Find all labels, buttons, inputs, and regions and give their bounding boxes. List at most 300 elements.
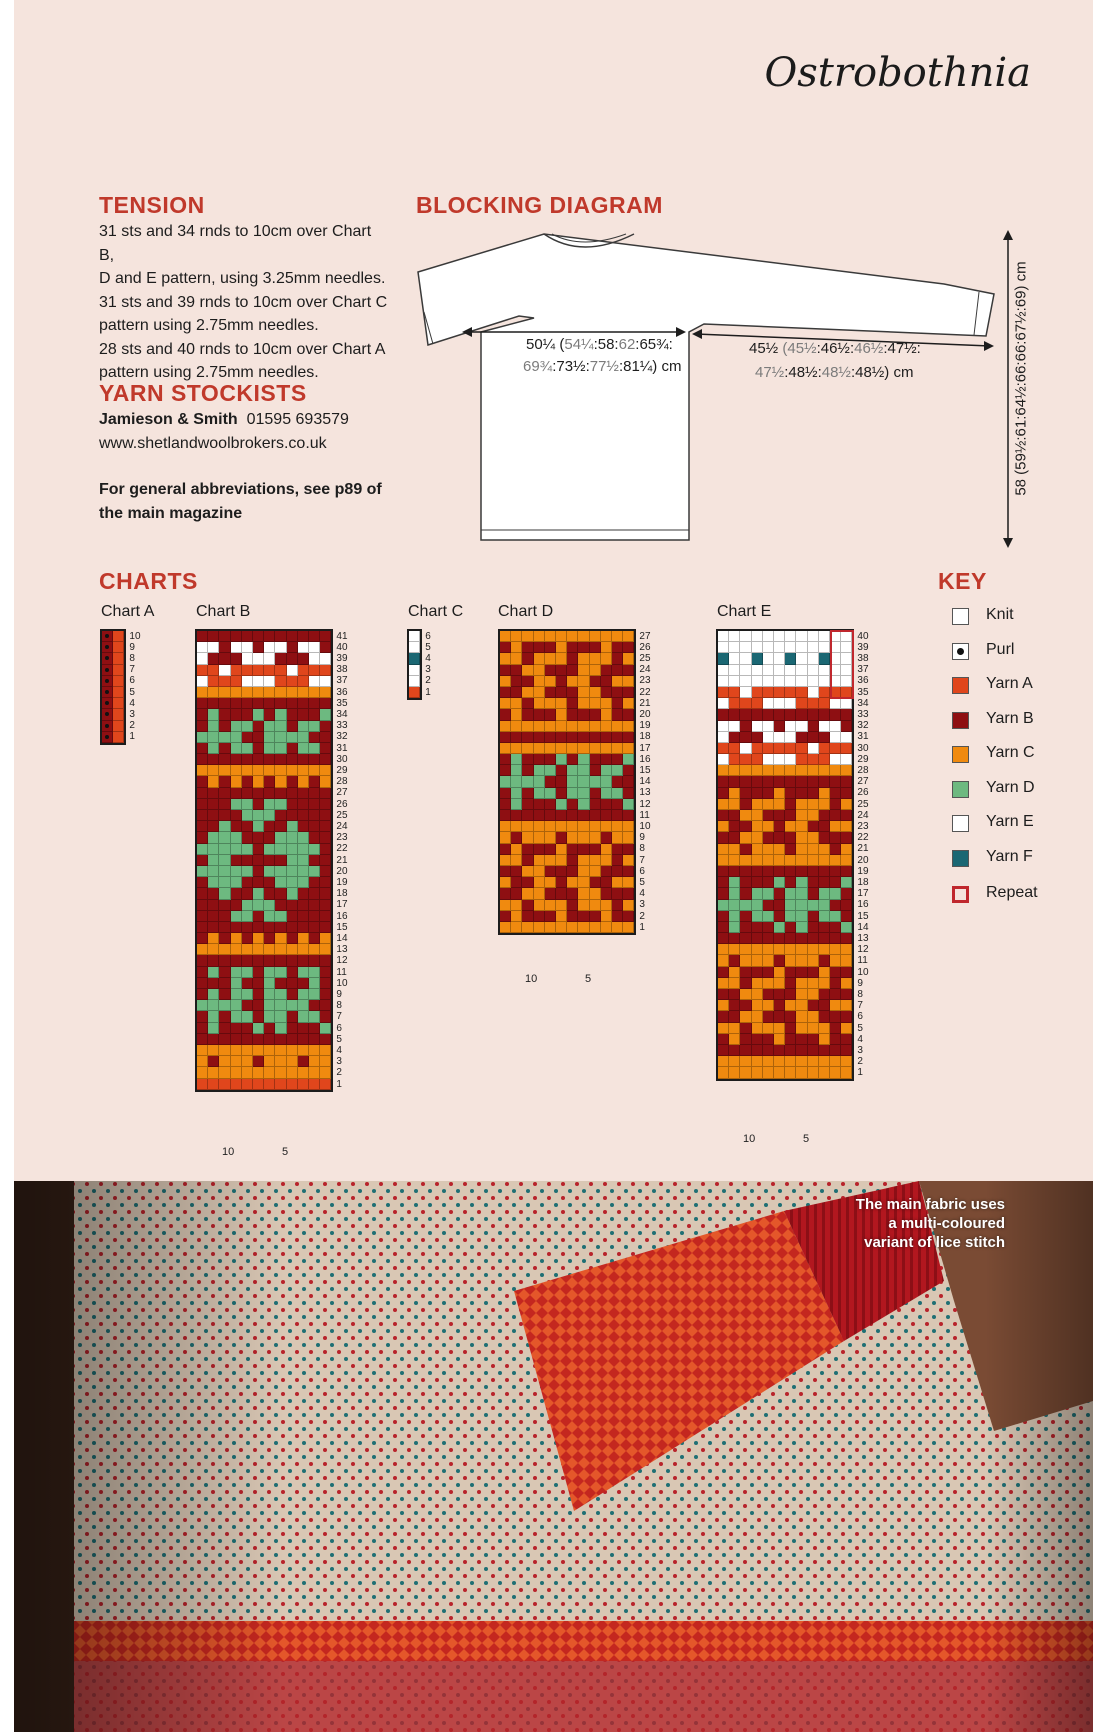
chart-cell	[320, 967, 331, 978]
chart-cell	[511, 743, 522, 754]
chart-cell	[208, 754, 219, 765]
chart-cell	[320, 989, 331, 1000]
chart-cell	[752, 888, 763, 899]
chart-cell	[601, 832, 612, 843]
row-number: 20	[857, 854, 869, 866]
chart-cell	[819, 1011, 830, 1022]
chart-cell	[409, 665, 420, 676]
chart-cell	[740, 877, 751, 888]
chart-cell	[511, 709, 522, 720]
chart-cell	[219, 967, 230, 978]
chart-cell	[567, 642, 578, 653]
chart-cell	[264, 1045, 275, 1056]
chart-cell	[752, 665, 763, 676]
chart-cell	[511, 799, 522, 810]
row-number: 9	[129, 641, 135, 653]
key-swatch	[952, 781, 969, 798]
chart-cell	[253, 631, 264, 642]
chart-cell	[830, 799, 841, 810]
row-number: 36	[857, 675, 869, 687]
chart-cell	[242, 810, 253, 821]
chart-cell	[590, 900, 601, 911]
chart-cell	[578, 866, 589, 877]
chart-cell	[578, 900, 589, 911]
chart-cell	[774, 922, 785, 933]
chart-cell	[763, 855, 774, 866]
chart-cell	[253, 900, 264, 911]
chart-cell	[231, 1000, 242, 1011]
chart-cell	[718, 799, 729, 810]
chart-cell	[534, 732, 545, 743]
chart-cell	[231, 1011, 242, 1022]
chart-cell	[718, 922, 729, 933]
chart-cell	[500, 743, 511, 754]
chart-cell	[522, 810, 533, 821]
chart-cell	[556, 665, 567, 676]
chart-cell	[320, 844, 331, 855]
chart-cell	[796, 888, 807, 899]
chart-cell	[287, 799, 298, 810]
chart-cell	[808, 788, 819, 799]
chart-cell	[264, 721, 275, 732]
chart-cell	[578, 776, 589, 787]
chart-cell	[830, 922, 841, 933]
key-label: Yarn F	[986, 847, 1033, 865]
chart-cell	[718, 944, 729, 955]
chart-cell	[253, 944, 264, 955]
chart-cell	[253, 1011, 264, 1022]
chart-cell	[774, 732, 785, 743]
chart-cell	[287, 687, 298, 698]
chart-cell	[590, 687, 601, 698]
chart-cell	[253, 788, 264, 799]
chart-cell	[718, 810, 729, 821]
chart-cell	[231, 754, 242, 765]
chart-cell	[522, 676, 533, 687]
chart-cell	[253, 832, 264, 843]
chart-cell	[841, 922, 852, 933]
chart-cell	[242, 1011, 253, 1022]
chart-cell	[774, 911, 785, 922]
yarn-stockists-heading: YARN STOCKISTS	[99, 380, 307, 406]
chart-cell	[320, 799, 331, 810]
chart-cell	[819, 844, 830, 855]
key-swatch	[952, 815, 969, 832]
chart-cell	[197, 1023, 208, 1034]
chart-cell	[534, 698, 545, 709]
chart-cell	[309, 978, 320, 989]
chart-cell	[309, 1067, 320, 1078]
chart-cell	[253, 866, 264, 877]
chart-cell	[841, 788, 852, 799]
row-number: 14	[857, 921, 869, 933]
chart-cell	[197, 888, 208, 899]
chart-cell	[287, 955, 298, 966]
chart-cell	[785, 698, 796, 709]
chart-cell	[718, 989, 729, 1000]
chart-cell	[774, 631, 785, 642]
chart-cell	[808, 877, 819, 888]
chart-cell	[522, 866, 533, 877]
row-number: 35	[857, 686, 869, 698]
chart-cell	[219, 810, 230, 821]
chart-cell	[740, 888, 751, 899]
row-number: 38	[857, 652, 869, 664]
chart-cell	[309, 788, 320, 799]
chart-cell	[500, 653, 511, 664]
chart-cell	[522, 776, 533, 787]
row-number: 3	[639, 899, 645, 911]
chart-cell	[785, 676, 796, 687]
chart-cell	[763, 732, 774, 743]
chart-cell	[522, 743, 533, 754]
chart-cell	[763, 676, 774, 687]
row-number: 35	[336, 697, 348, 709]
chart-cell	[197, 631, 208, 642]
chart-cell	[275, 855, 286, 866]
chart-cell	[500, 732, 511, 743]
chart-cell	[796, 877, 807, 888]
chart-cell	[578, 709, 589, 720]
chart-cell	[309, 888, 320, 899]
chart-cell	[287, 665, 298, 676]
chart-cell	[774, 1034, 785, 1045]
chart-cell	[287, 821, 298, 832]
chart-cell	[808, 832, 819, 843]
key-label: Knit	[986, 606, 1014, 623]
chart-cell	[231, 642, 242, 653]
chart-cell	[578, 911, 589, 922]
chart-cell	[729, 799, 740, 810]
chart-cell	[522, 900, 533, 911]
chart-cell	[275, 1034, 286, 1045]
chart-cell	[740, 967, 751, 978]
chart-cell	[808, 978, 819, 989]
chart-cell	[219, 944, 230, 955]
chart-cell	[242, 765, 253, 776]
chart-cell	[522, 832, 533, 843]
chart-cell	[197, 754, 208, 765]
row-number: 9	[639, 832, 645, 844]
row-number: 30	[336, 753, 348, 765]
row-number: 31	[857, 731, 869, 743]
chart-cell	[320, 911, 331, 922]
chart-cell	[320, 687, 331, 698]
chart-cell	[578, 665, 589, 676]
chart-cell	[567, 888, 578, 899]
chart-cell	[841, 967, 852, 978]
chart-cell	[752, 754, 763, 765]
row-number: 24	[639, 664, 651, 676]
chart-cell	[830, 1056, 841, 1067]
chart-cell	[522, 732, 533, 743]
chart-cell	[500, 900, 511, 911]
chart-cell	[830, 721, 841, 732]
chart-cell	[298, 1045, 309, 1056]
chart-cell	[819, 776, 830, 787]
chart-cell	[763, 721, 774, 732]
chart-cell	[819, 709, 830, 720]
chart-cell	[718, 1011, 729, 1022]
chart-cell	[774, 989, 785, 1000]
chart-cell	[298, 687, 309, 698]
chart-cell	[740, 687, 751, 698]
chart-cell	[841, 765, 852, 776]
chart-cell	[545, 687, 556, 698]
chart-cell	[718, 653, 729, 664]
row-number: 16	[639, 753, 651, 765]
chart-cell	[718, 765, 729, 776]
chart-cell	[545, 866, 556, 877]
chart-cell	[309, 1023, 320, 1034]
chart-cell	[819, 911, 830, 922]
row-number: 6	[639, 865, 645, 877]
chart-cell	[231, 698, 242, 709]
chart-cell	[567, 911, 578, 922]
chart-cell	[275, 955, 286, 966]
chart-cell	[231, 799, 242, 810]
chart-cell	[729, 776, 740, 787]
chart-cell	[752, 676, 763, 687]
chart-cell	[534, 642, 545, 653]
chart-cell	[740, 642, 751, 653]
chart-cell	[298, 922, 309, 933]
chart-cell	[752, 743, 763, 754]
chart-cell	[287, 933, 298, 944]
chart-cell	[808, 676, 819, 687]
chart-cell	[264, 844, 275, 855]
row-number: 3	[336, 1056, 342, 1068]
chart-cell	[545, 743, 556, 754]
purl-dot-icon	[957, 648, 964, 655]
chart-cell	[320, 1023, 331, 1034]
chart-cell	[197, 799, 208, 810]
chart-cell	[219, 911, 230, 922]
chart-cell	[556, 888, 567, 899]
chart-cell	[623, 776, 634, 787]
chart-cell	[740, 944, 751, 955]
chart-cell	[309, 698, 320, 709]
key-label: Yarn C	[986, 744, 1035, 761]
row-number: 2	[336, 1067, 342, 1079]
chart-cell	[601, 799, 612, 810]
chart-cell	[522, 821, 533, 832]
chart-cell	[253, 1045, 264, 1056]
row-number: 23	[336, 832, 348, 844]
chart-cell	[785, 1067, 796, 1078]
stockist-url[interactable]: www.shetlandwoolbrokers.co.uk	[99, 434, 327, 452]
chart-cell	[785, 642, 796, 653]
chart-cell	[774, 776, 785, 787]
chart-cell	[253, 844, 264, 855]
chart-cell	[298, 911, 309, 922]
chart-cell	[774, 698, 785, 709]
chart-cell	[808, 1011, 819, 1022]
chart-cell	[718, 1067, 729, 1078]
chart-cell	[819, 665, 830, 676]
chart-cell	[298, 1079, 309, 1090]
chart-cell	[785, 810, 796, 821]
chart-cell	[740, 933, 751, 944]
chart-cell	[623, 888, 634, 899]
chart-cell	[275, 911, 286, 922]
chart-cell	[785, 1023, 796, 1034]
chart-cell	[729, 687, 740, 698]
chart-cell	[219, 888, 230, 899]
chart-cell	[545, 765, 556, 776]
chart-cell	[242, 631, 253, 642]
chart-cell	[796, 721, 807, 732]
chart-cell	[309, 1045, 320, 1056]
chart-cell	[242, 944, 253, 955]
chart-cell	[841, 1056, 852, 1067]
chart-cell	[275, 1079, 286, 1090]
chart-cell	[729, 698, 740, 709]
chart-cell	[264, 799, 275, 810]
chart-cell	[841, 877, 852, 888]
purl-dot	[105, 656, 109, 660]
chart-cell	[774, 642, 785, 653]
chart-cell	[718, 1034, 729, 1045]
chart-cell	[774, 653, 785, 664]
chart-cell	[298, 832, 309, 843]
chart-cell	[612, 776, 623, 787]
chart-cell	[219, 1079, 230, 1090]
chart-cell	[785, 1000, 796, 1011]
chart-cell	[545, 653, 556, 664]
chart-d	[498, 629, 651, 935]
chart-cell	[796, 911, 807, 922]
chart-cell	[287, 1056, 298, 1067]
page-title: Ostrobothnia	[764, 50, 1031, 96]
chart-cell	[298, 721, 309, 732]
chart-cell	[578, 855, 589, 866]
chart-cell	[729, 844, 740, 855]
chart-cell	[522, 788, 533, 799]
chart-cell	[729, 1000, 740, 1011]
chart-cell	[534, 653, 545, 664]
chart-cell	[729, 944, 740, 955]
chart-cell	[830, 955, 841, 966]
purl-dot	[105, 701, 109, 705]
chart-cell	[231, 709, 242, 720]
chart-cell	[808, 665, 819, 676]
chart-cell	[841, 832, 852, 843]
chart-cell	[534, 776, 545, 787]
chart-cell	[740, 721, 751, 732]
chart-cell	[590, 653, 601, 664]
chart-cell	[500, 698, 511, 709]
chart-cell	[718, 721, 729, 732]
chart-cell	[320, 721, 331, 732]
chart-cell	[729, 1034, 740, 1045]
chart-cell	[785, 1056, 796, 1067]
chart-cell	[830, 754, 841, 765]
chart-cell	[752, 1000, 763, 1011]
chart-cell	[219, 765, 230, 776]
chart-cell	[534, 631, 545, 642]
chart-cell	[242, 776, 253, 787]
chart-cell	[612, 832, 623, 843]
chart-cell	[242, 844, 253, 855]
chart-cell	[197, 855, 208, 866]
chart-cell	[113, 676, 124, 687]
chart-cell	[219, 732, 230, 743]
chart-cell	[511, 765, 522, 776]
chart-cell	[785, 743, 796, 754]
chart-cell	[819, 1000, 830, 1011]
chart-cell	[819, 877, 830, 888]
chart-cell	[752, 721, 763, 732]
chart-cell	[796, 676, 807, 687]
chart-cell	[578, 810, 589, 821]
chart-cell	[231, 933, 242, 944]
chart-cell	[309, 944, 320, 955]
chart-cell	[740, 743, 751, 754]
chart-cell	[511, 687, 522, 698]
chart-cell	[545, 855, 556, 866]
chart-cell	[298, 1023, 309, 1034]
chart-cell	[309, 631, 320, 642]
chart-cell	[511, 676, 522, 687]
chart-cell	[623, 877, 634, 888]
row-number: 2	[857, 1056, 863, 1068]
chart-cell	[219, 1023, 230, 1034]
chart-cell	[102, 631, 113, 642]
chart-cell	[500, 642, 511, 653]
abbreviations-line: For general abbreviations, see p89 of	[99, 481, 382, 498]
chart-cell	[320, 743, 331, 754]
chart-cell	[808, 821, 819, 832]
chart-cell	[819, 743, 830, 754]
chart-cell	[612, 900, 623, 911]
chart-cell	[253, 1023, 264, 1034]
chart-cell	[718, 642, 729, 653]
chart-cell	[612, 888, 623, 899]
chart-cell	[287, 900, 298, 911]
row-number: 19	[336, 876, 348, 888]
row-number: 3	[425, 664, 431, 676]
row-number: 37	[857, 664, 869, 676]
purl-dot	[105, 679, 109, 683]
chart-cell	[219, 855, 230, 866]
chart-cell	[113, 653, 124, 664]
chart-cell	[511, 888, 522, 899]
chart-cell	[556, 855, 567, 866]
chart-cell	[718, 732, 729, 743]
row-number: 6	[129, 675, 135, 687]
chart-cell	[808, 1023, 819, 1034]
chart-cell	[590, 676, 601, 687]
chart-cell	[242, 743, 253, 754]
chart-cell	[500, 709, 511, 720]
chart-cell	[841, 855, 852, 866]
chart-cell	[729, 653, 740, 664]
chart-cell	[208, 1067, 219, 1078]
chart-cell	[545, 888, 556, 899]
chart-cell	[556, 810, 567, 821]
chart-cell	[500, 844, 511, 855]
chart-cell	[796, 1011, 807, 1022]
chart-cell	[534, 888, 545, 899]
chart-cell	[253, 933, 264, 944]
chart-cell	[740, 844, 751, 855]
chart-cell	[231, 911, 242, 922]
chart-cell	[830, 776, 841, 787]
chart-cell	[774, 687, 785, 698]
chart-cell	[298, 788, 309, 799]
chart-cell	[785, 832, 796, 843]
